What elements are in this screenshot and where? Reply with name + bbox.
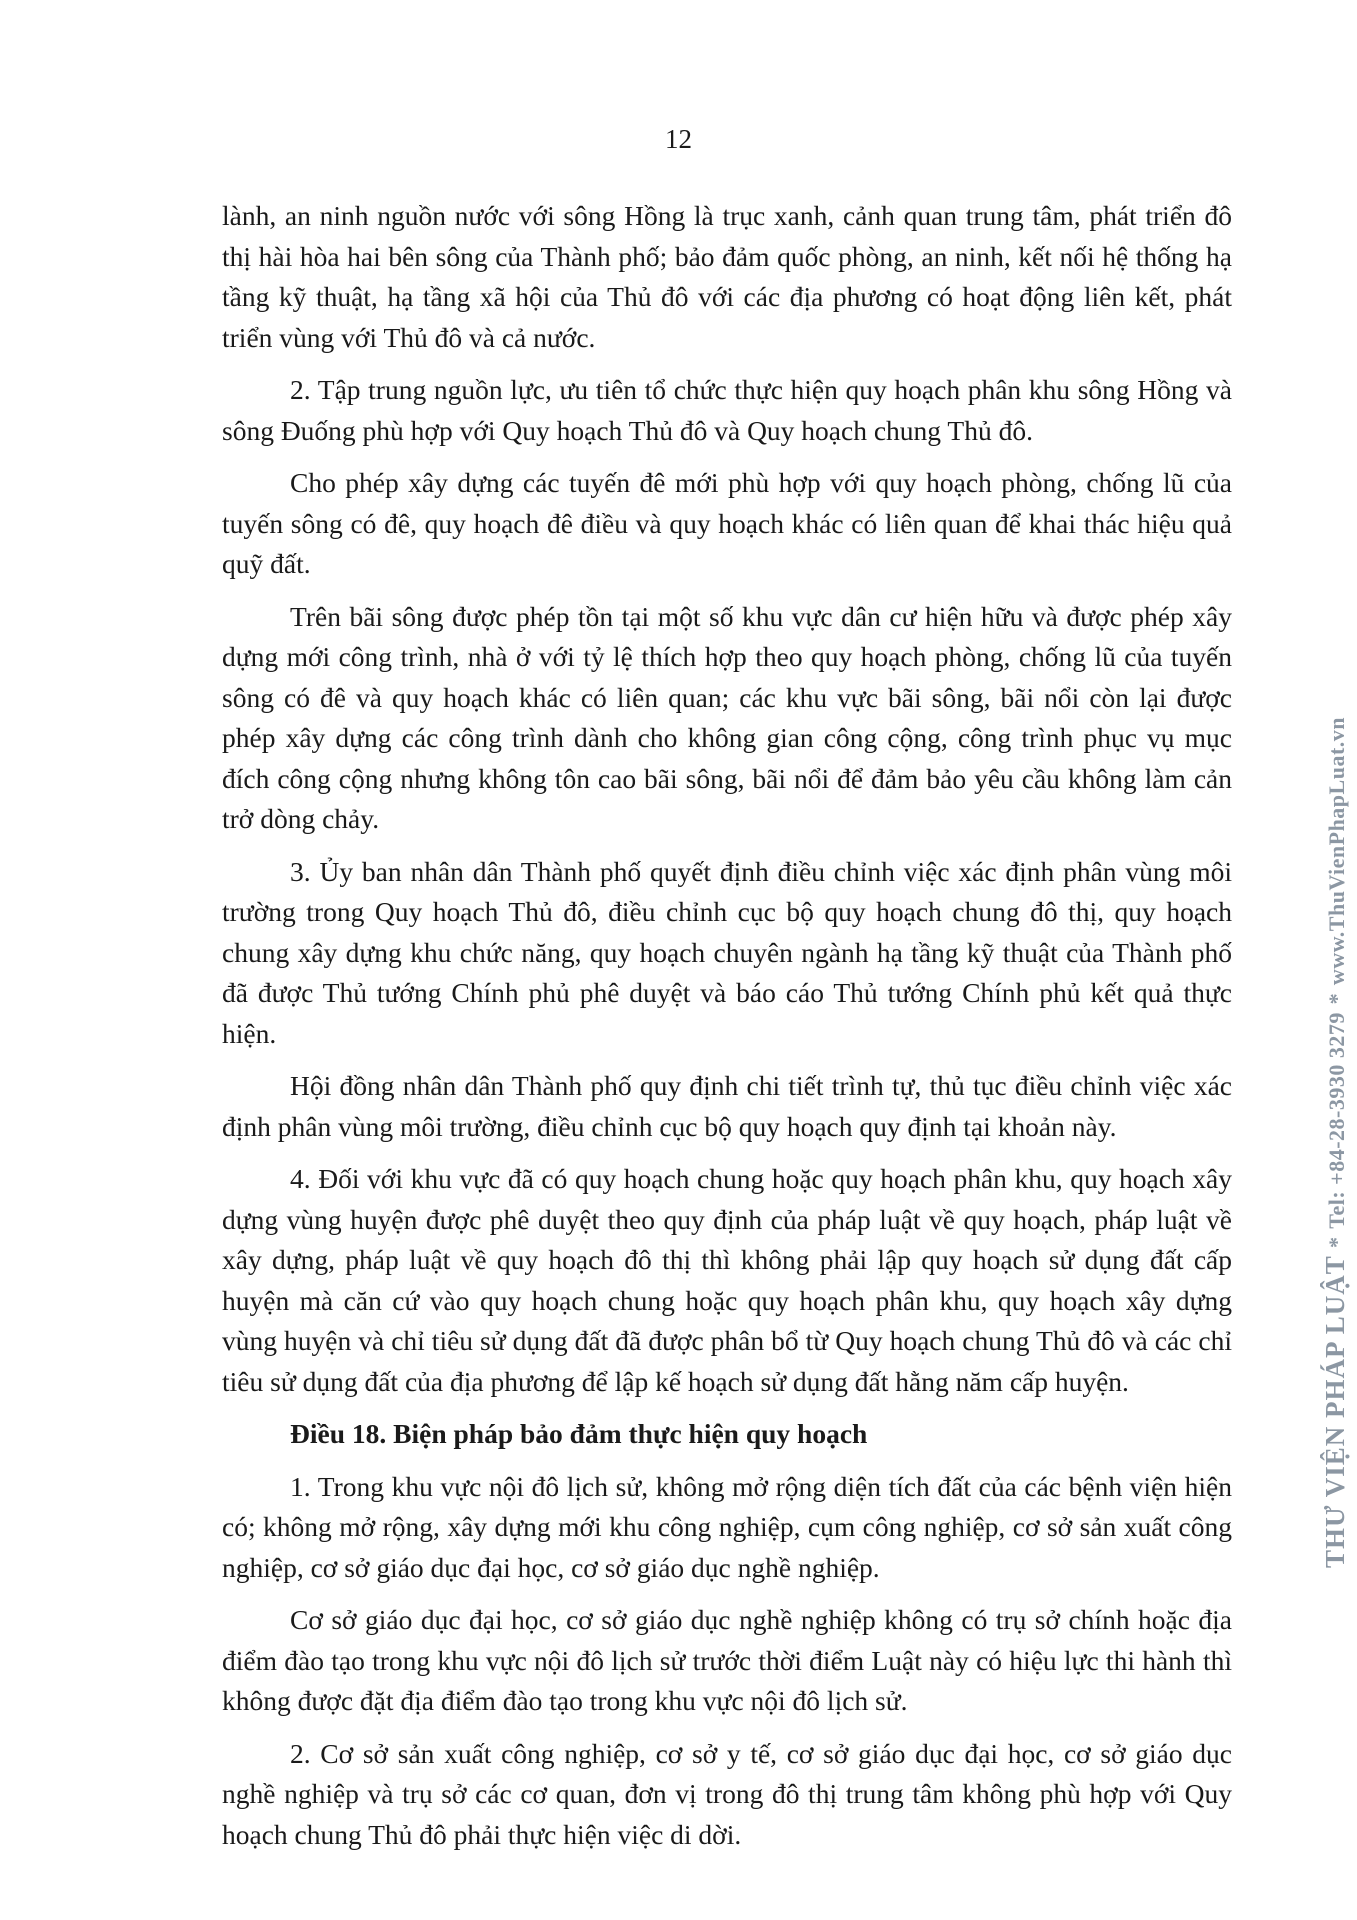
watermark-separator: *: [1324, 1236, 1349, 1248]
article-18-clause-2: 2. Cơ sở sản xuất công nghiệp, cơ sở y tế, cơ sở giáo dục đại học, cơ sở giáo dục nghề nghiệp và trụ sở các cơ quan, đơn vị trong đô thị trung tâm không phù hợp với Quy hoạch chung Thủ đô phải thực hiện việc di dời.: [222, 1737, 1232, 1850]
vertical-watermark: [1318, 717, 1354, 1568]
watermark-site: www.ThuVienPhapLuat.vn: [1324, 716, 1349, 986]
watermark-tel: Tel: +84-28-3930 3279: [1324, 1012, 1349, 1229]
paragraph-clause-4: 4. Đối với khu vực đã có quy hoạch chung hoặc quy hoạch phân khu, quy hoạch xây dựng vùng huyện được phê duyệt theo quy định của pháp luật về quy hoạch, pháp luật về xây dựng, pháp luật về quy hoạch đô thị thì không phải lập quy hoạch sử dụng đất cấp huyện mà căn cứ vào quy hoạch chung hoặc quy hoạch phân khu, quy hoạch xây dựng vùng huyện và chỉ tiêu sử dụng đất đã được phân bổ từ Quy hoạch chung Thủ đô và các chỉ tiêu sử dụng đất của địa phương để lập kế hoạch sử dụng đất hằng năm cấp huyện.: [222, 1163, 1232, 1397]
document-body: [222, 196, 1232, 1867]
paragraph-continuation: lành, an ninh nguồn nước với sông Hồng là trục xanh, cảnh quan trung tâm, phát triển đô thị hài hòa hai bên sông của Thành phố; bảo đảm quốc phòng, an ninh, kết nối hệ thống hạ tầng kỹ thuật, hạ tầng xã hội của Thủ đô với các địa phương có hoạt động liên kết, phát triển vùng với Thủ đô và cả nước.: [222, 200, 1232, 353]
paragraph-clause-3: 3. Ủy ban nhân dân Thành phố quyết định điều chỉnh việc xác định phân vùng môi trường trong Quy hoạch Thủ đô, điều chỉnh cục bộ quy hoạch chung đô thị, quy hoạch chung xây dựng khu chức năng, quy hoạch chuyên ngành hạ tầng kỹ thuật của Thành phố đã được Thủ tướng Chính phủ phê duyệt và báo cáo Thủ tướng Chính phủ kết quả thực hiện.: [222, 855, 1232, 1049]
page-number: 12: [665, 124, 692, 154]
article-18-clause-1: 1. Trong khu vực nội đô lịch sử, không mở rộng diện tích đất của các bệnh viện hiện có; không mở rộng, xây dựng mới khu công nghiệp, cụm công nghiệp, cơ sở sản xuất công nghiệp, cơ sở giáo dục đại học, cơ sở giáo dục nghề nghiệp.: [222, 1470, 1232, 1583]
article-18-education-facilities: Cơ sở giáo dục đại học, cơ sở giáo dục nghề nghiệp không có trụ sở chính hoặc địa điểm đào tạo trong khu vực nội đô lịch sử trước thời điểm Luật này có hiệu lực thi hành thì không được đặt địa điểm đào tạo trong khu vực nội đô lịch sử.: [222, 1604, 1232, 1716]
watermark-separator-2: *: [1324, 992, 1349, 1005]
paragraph-clause-2: 2. Tập trung nguồn lực, ưu tiên tổ chức thực hiện quy hoạch phân khu sông Hồng và sông Đuống phù hợp với Quy hoạch Thủ đô và Quy hoạch chung Thủ đô.: [222, 374, 1232, 446]
article-18-heading: Điều 18. Biện pháp bảo đảm thực hiện quy hoạch: [290, 1418, 868, 1449]
paragraph-council-regulation: Hội đồng nhân dân Thành phố quy định chi tiết trình tự, thủ tục điều chỉnh việc xác định phân vùng môi trường, điều chỉnh cục bộ quy hoạch quy định tại khoản này.: [222, 1070, 1232, 1142]
paragraph-riverbank-areas: Trên bãi sông được phép tồn tại một số khu vực dân cư hiện hữu và được phép xây dựng mới công trình, nhà ở với tỷ lệ thích hợp theo quy hoạch phòng, chống lũ của tuyến sông có đê và quy hoạch khác có liên quan; các khu vực bãi sông, bãi nổi còn lại được phép xây dựng các công trình dành cho không gian công cộng, công trình phục vụ mục đích công cộng nhưng không tôn cao bãi sông, bãi nổi để đảm bảo yêu cầu không làm cản trở dòng chảy.: [222, 600, 1232, 834]
paragraph-new-dikes: Cho phép xây dựng các tuyến đê mới phù hợp với quy hoạch phòng, chống lũ của tuyến sông có đê, quy hoạch đê điều và quy hoạch khác có liên quan để khai thác hiệu quả quỹ đất.: [222, 467, 1232, 579]
watermark-brand: THƯ VIỆN PHÁP LUẬT: [1320, 1255, 1350, 1568]
